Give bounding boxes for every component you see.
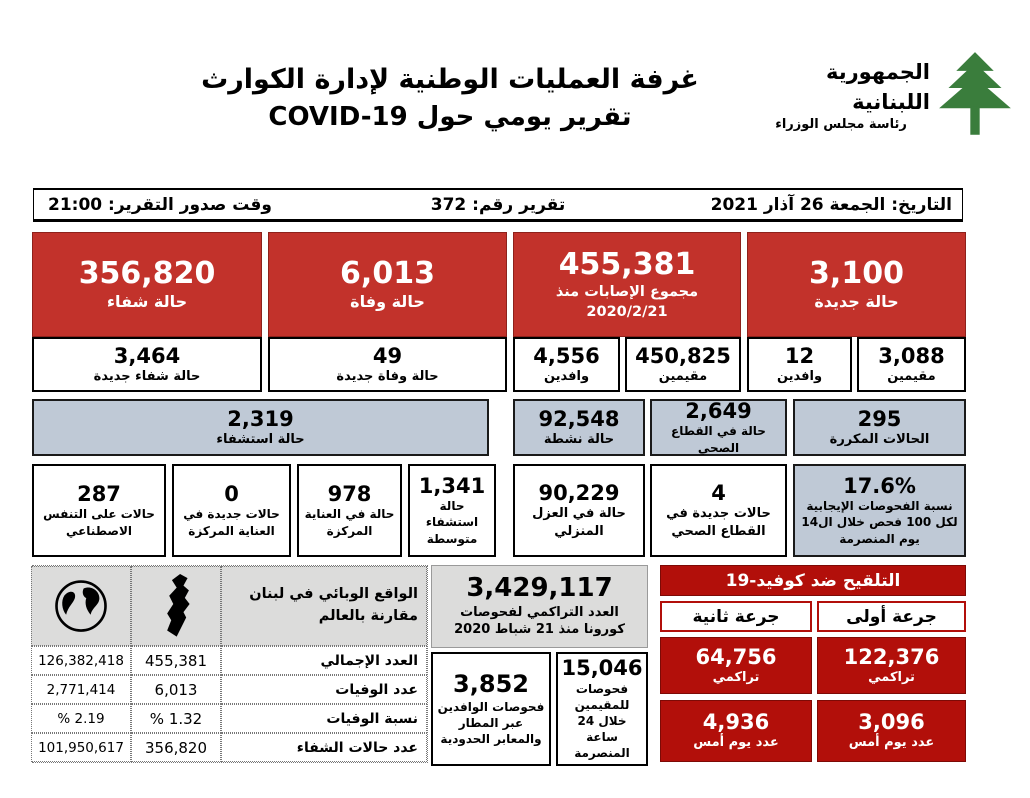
- home-isolation-label: حالة في العزل المنزلي: [532, 506, 626, 539]
- total-cases-residents-value: 450,825: [635, 343, 731, 368]
- repeated-cases-box: [793, 399, 966, 456]
- health-sector-cases-box: [650, 399, 787, 456]
- report-date: التاريخ: الجمعة 26 آذار 2021: [710, 194, 952, 215]
- new-cases-arrivals-value: 12: [784, 343, 815, 368]
- icu-cases-value: 978: [327, 482, 372, 507]
- lebanon-map-icon: [155, 572, 197, 640]
- report-title-line1: غرفة العمليات الوطنية لإدارة الكوارث: [201, 64, 699, 95]
- total-cases-arrivals-label: وافدين: [543, 368, 590, 384]
- health-sector-cases-label: حالة في القطاع الصحي: [671, 424, 766, 455]
- moderate-hospitalized-box: [408, 464, 496, 557]
- world-value: 101,950,617: [31, 733, 131, 762]
- deaths-label: حالة وفاة: [350, 292, 425, 312]
- new-deaths-label: حالة وفاة جديدة: [336, 368, 439, 384]
- deaths-value: 6,013: [340, 256, 435, 292]
- lebanon-column-header: [131, 566, 221, 646]
- second-dose-cumulative-label: تراكمي: [712, 669, 760, 685]
- gov-logo-text: [752, 58, 930, 132]
- resident-tests-value: 15,046: [561, 656, 643, 681]
- new-deaths-box: [268, 337, 507, 392]
- report-meta-bar: [33, 188, 963, 222]
- positivity-rate-box: [793, 464, 966, 557]
- arrival-tests-box: [431, 652, 551, 766]
- moderate-hospitalized-value: 1,341: [418, 474, 486, 499]
- hospitalized-cases-value: 2,319: [227, 406, 294, 431]
- report-number: تقرير رقم: 372: [430, 194, 566, 215]
- total-cases-label: مجموع الإصابات منذ 2020/2/21: [555, 283, 699, 320]
- total-cases-arrivals-value: 4,556: [533, 343, 600, 368]
- lebanon-value: 455,381: [131, 646, 221, 675]
- second-dose-header: [660, 601, 812, 632]
- world-value: 2.19 %: [31, 704, 131, 733]
- active-cases-box: [513, 399, 645, 456]
- new-recoveries-box: [32, 337, 262, 392]
- table-row: [33, 646, 427, 675]
- card-recoveries: [32, 232, 262, 337]
- row-label: عدد حالات الشفاء: [221, 733, 427, 762]
- report-issue-time: وقت صدور التقرير: 21:00: [48, 194, 272, 215]
- hospitalized-cases-label: حالة استشفاء: [216, 431, 305, 447]
- new-health-sector-cases-label: حالات جديدة في القطاع الصحي: [666, 506, 771, 539]
- lebanon-value: 6,013: [131, 675, 221, 704]
- arrival-tests-value: 3,852: [453, 670, 529, 699]
- new-icu-cases-box: [172, 464, 291, 557]
- total-cases-value: 455,381: [558, 246, 696, 282]
- vaccination-header: [660, 565, 966, 596]
- new-cases-residents-value: 3,088: [878, 343, 945, 368]
- first-dose-cumulative-box: [817, 637, 966, 694]
- second-dose-yesterday-value: 4,936: [702, 710, 770, 735]
- resident-tests-label: فحوصات للمقيمين خلال 24 ساعة المنصرمة: [574, 681, 630, 761]
- first-dose-yesterday-label: عدد يوم أمس: [848, 735, 935, 751]
- positivity-rate-label: نسبة الفحوصات الإيجابية لكل 100 فحص خلال ال14 يوم المنصرمة: [801, 499, 958, 546]
- table-row: [33, 704, 427, 733]
- gov-logo: [752, 34, 1014, 156]
- repeated-cases-value: 295: [857, 406, 902, 431]
- world-value: 2,771,414: [31, 675, 131, 704]
- second-dose-cumulative-value: 64,756: [695, 644, 777, 669]
- ventilator-cases-value: 287: [77, 482, 121, 507]
- first-dose-label: جرعة أولى: [846, 606, 937, 627]
- icu-cases-box: [297, 464, 402, 557]
- table-row: [33, 733, 427, 762]
- new-icu-cases-value: 0: [224, 482, 239, 507]
- arrival-tests-label: فحوصات الوافدين عبر المطار والمعابر الحدودية: [437, 700, 545, 747]
- recoveries-label: حالة شفاء: [106, 292, 188, 312]
- world-value: 126,382,418: [31, 646, 131, 675]
- globe-icon: [53, 578, 109, 634]
- ventilator-cases-box: [32, 464, 166, 557]
- new-cases-arrivals-box: [747, 337, 852, 392]
- new-recoveries-value: 3,464: [113, 343, 181, 368]
- lebanon-value: 1.32 %: [131, 704, 221, 733]
- ventilator-cases-label: حالات على التنفس الاصطناعي: [43, 507, 155, 538]
- card-total-cases: [513, 232, 741, 337]
- repeated-cases-label: الحالات المكررة: [829, 431, 930, 447]
- first-dose-yesterday-value: 3,096: [858, 710, 925, 735]
- org-name: الجمهورية اللبنانية: [825, 60, 930, 114]
- positivity-rate-value: 17.6%: [843, 474, 916, 499]
- new-recoveries-label: حالة شفاء جديدة: [93, 368, 201, 384]
- world-comparison-table: [32, 565, 428, 763]
- home-isolation-value: 90,229: [538, 480, 620, 505]
- new-icu-cases-label: حالات جديدة في العناية المركزة: [183, 507, 280, 538]
- row-label: العدد الإجمالي: [221, 646, 427, 675]
- health-sector-cases-value: 2,649: [685, 399, 752, 424]
- card-deaths: [268, 232, 507, 337]
- active-cases-label: حالة نشطة: [543, 431, 615, 447]
- cedar-tree-icon: [936, 49, 1014, 141]
- row-label: عدد الوفيات: [221, 675, 427, 704]
- second-dose-yesterday-label: عدد يوم أمس: [693, 735, 779, 751]
- vaccination-title: التلقيح ضد كوفيد-19: [725, 570, 901, 591]
- first-dose-cumulative-value: 122,376: [843, 644, 940, 669]
- new-cases-label: حالة جديدة: [814, 292, 899, 312]
- first-dose-cumulative-label: تراكمي: [868, 669, 915, 685]
- report-title-line2: تقرير يومي حول COVID-19: [268, 102, 632, 133]
- table-row: [33, 675, 427, 704]
- cumulative-tests-box: [431, 565, 648, 648]
- first-dose-yesterday-box: [817, 700, 966, 762]
- total-cases-residents-box: [625, 337, 741, 392]
- new-cases-residents-label: مقيمين: [887, 368, 936, 384]
- new-cases-value: 3,100: [809, 256, 904, 292]
- home-isolation-box: [513, 464, 645, 557]
- first-dose-header: [817, 601, 966, 632]
- total-cases-arrivals-box: [513, 337, 620, 392]
- cumulative-tests-value: 3,429,117: [466, 573, 613, 603]
- org-department: رئاسة مجلس الوزراء: [775, 116, 907, 132]
- new-cases-residents-box: [857, 337, 966, 392]
- new-health-sector-cases-box: [650, 464, 787, 557]
- new-cases-arrivals-label: وافدين: [776, 368, 823, 384]
- total-cases-residents-label: مقيمين: [658, 368, 708, 384]
- new-health-sector-cases-value: 4: [711, 480, 726, 505]
- new-deaths-value: 49: [372, 343, 403, 368]
- hospitalized-cases-box: [32, 399, 489, 456]
- resident-tests-box: [556, 652, 648, 766]
- second-dose-label: جرعة ثانية: [692, 606, 780, 627]
- second-dose-cumulative-box: [660, 637, 812, 694]
- world-column-header: [31, 566, 131, 646]
- world-comparison-title: الواقع الوبائي في لبنان مقارنة بالعالم: [221, 566, 427, 646]
- recoveries-value: 356,820: [78, 256, 216, 292]
- lebanon-value: 356,820: [131, 733, 221, 762]
- cumulative-tests-label: العدد التراكمي لفحوصات كورونا منذ 21 شباط 2020: [454, 604, 625, 638]
- world-comparison-header-row: [33, 566, 427, 646]
- icu-cases-label: حالة في العناية المركزة: [304, 507, 395, 538]
- row-label: نسبة الوفيات: [221, 704, 427, 733]
- second-dose-yesterday-box: [660, 700, 812, 762]
- report-title: [140, 60, 760, 137]
- active-cases-value: 92,548: [538, 406, 620, 431]
- card-new-cases: [747, 232, 966, 337]
- moderate-hospitalized-label: حالة استشفاء متوسطة: [425, 499, 479, 546]
